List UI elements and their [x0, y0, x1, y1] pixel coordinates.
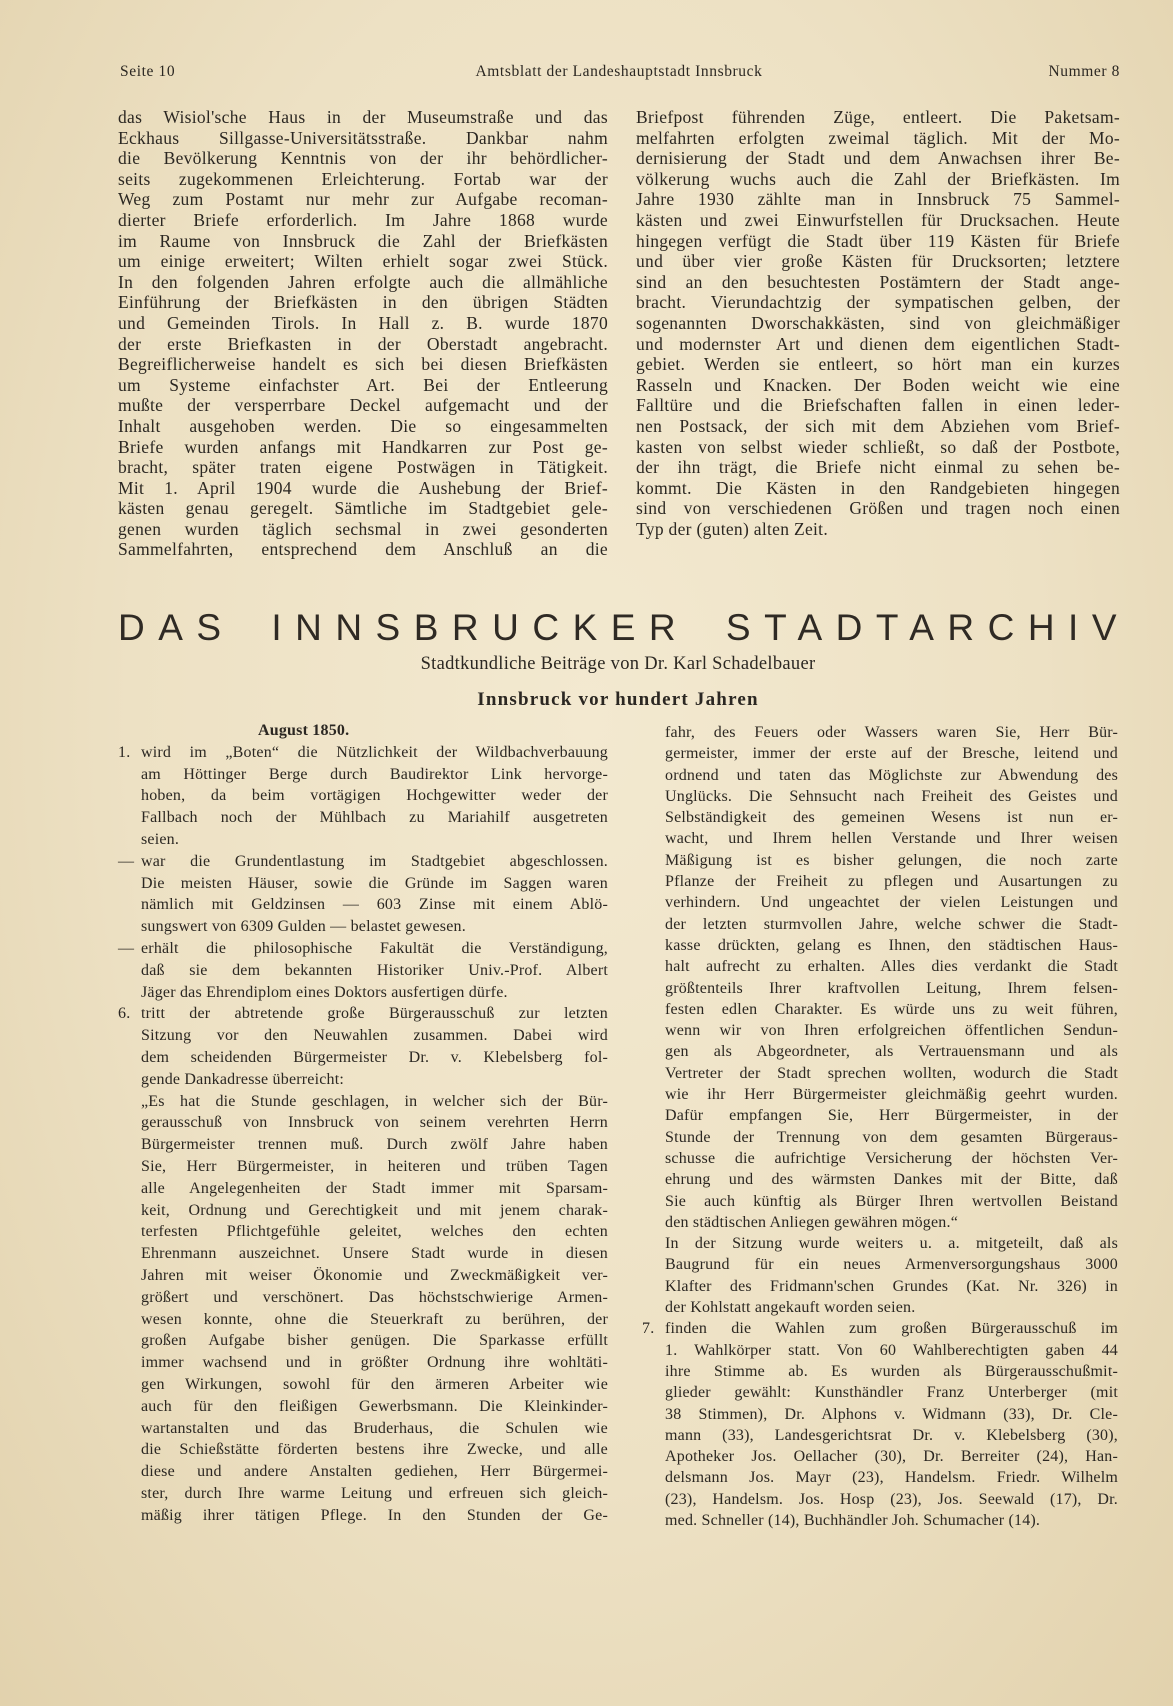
text-line: den städtischen Anliegen gewähren mögen.“	[665, 1213, 958, 1231]
text-line: sind von verschiedenen Größen und tragen noch einen	[636, 498, 1120, 519]
text-line: Jahre 1930 zählte man in Innsbruck 75 Sammel-	[636, 189, 1120, 210]
text-line: wacht, und Ihrem hellen Verstande und Ihrer weisen	[665, 830, 1118, 848]
text-line: Rasseln und Knacken. Der Boden weicht wie eine	[636, 374, 1120, 395]
chronicle-entry	[118, 851, 608, 938]
text-line: kästen und zwei Einwurfstellen für Drucksachen. Heute	[636, 209, 1120, 230]
text-line: erhält die philosophische Fakultät die Verständigung,	[141, 939, 608, 957]
text-line: der ihn trägt, die Briefe nicht einmal zu sehen be-	[636, 457, 1120, 478]
text-line: wird im „Boten“ die Nützlichkeit der Wildbachverbauung	[141, 743, 608, 761]
text-line: größtenteils Ihrer kraftvollen Leitung, Ihrem felsen-	[665, 979, 1118, 997]
text-line: Briefe wurden anfangs mit Handkarren zur Post ge-	[118, 436, 608, 457]
text-line: wenn wir von Ihren erfolgreichen öffentlichen Sendun-	[665, 1022, 1118, 1040]
text-line: die Bevölkerung Kenntnis von der ihr behördlicher-	[118, 148, 608, 169]
text-line: kommt. Die Kästen in den Randgebieten hingegen	[636, 477, 1120, 498]
paragraph	[141, 851, 608, 938]
page-number: Seite 10	[120, 63, 176, 80]
text-line: glieder gewählt: Kunsthändler Franz Unterberger (mit	[665, 1384, 1118, 1402]
paragraph	[141, 1091, 608, 1527]
paragraph	[665, 722, 1118, 1233]
text-line: seits zugekommenen Erleichterung. Fortab war der	[118, 168, 608, 189]
text-line: Baugrund für ein neues Armenversorgungshaus 3000	[665, 1256, 1118, 1274]
text-line: Einführung der Briefkästen in den übrigen Städten	[118, 292, 608, 313]
text-line: „Es hat die Stunde geschlagen, in welcher sich der Bür-	[141, 1092, 608, 1110]
text-line: med. Schneller (14), Buchhändler Joh. Schumacher (14).	[665, 1511, 1041, 1529]
text-line: gen als Abgeordneter, als Vertrauensmann und als	[665, 1043, 1118, 1061]
chronicle-entry	[118, 938, 608, 1003]
text-line: Typ der (guten) alten Zeit.	[636, 518, 829, 539]
text-line: großen Aufgabe bisher genügen. Die Sparkasse erfüllt	[141, 1332, 608, 1350]
text-line: völkerung wuchs auch die Zahl der Briefkästen. Im	[636, 168, 1120, 189]
text-line: bracht. Vierundachtzig der sympatischen gelben, der	[636, 292, 1120, 313]
text-line: dernisierung der Stadt und dem Anwachsen ihrer Be-	[636, 148, 1120, 169]
text-line: 38 Stimmen), Dr. Alphons v. Widmann (33), Dr. Cle-	[665, 1405, 1118, 1423]
text-line: wartanstalten und das Bruderhaus, die Schulen wie	[141, 1419, 608, 1437]
text-line: bracht, später traten eigene Postwägen in Tätigkeit.	[118, 457, 608, 478]
chronicle-entry	[642, 722, 1118, 1318]
section-title: DAS INNSBRUCKER STADTARCHIV	[118, 607, 1130, 648]
text-line: nen Postsack, der sich mit dem Abziehen vom Brief-	[636, 415, 1120, 436]
text-line: genen wurden täglich sechsmal in zwei gesonderten	[118, 518, 608, 539]
running-header	[118, 62, 1120, 82]
issue-number: Nummer 8	[1048, 63, 1120, 80]
text-line: dem scheidenden Bürgermeister Dr. v. Klebelsberg fol-	[141, 1048, 608, 1066]
text-line: Falltüre und die Briefschaften fallen in einen leder-	[636, 395, 1120, 416]
text-line: Selbständigkeit des gemeinen Wesens ist nun er-	[665, 809, 1118, 827]
text-line: ihre Stimme ab. Es wurden als Bürgerausschußmit-	[665, 1362, 1118, 1380]
text-line: auch für den fleißigen Gewerbsmann. Die Kleinkinder-	[141, 1397, 608, 1415]
text-line: immer wachsend und in größter Ordnung ihre wohltäti-	[141, 1354, 608, 1372]
text-line: kasten von selbst wieder schließt, so daß der Postbote,	[636, 436, 1120, 457]
text-line: Sammelfahrten, entsprechend dem Anschluß an die	[118, 539, 608, 560]
text-line: und über vier große Kästen für Drucksorten; letztere	[636, 251, 1120, 272]
paragraph	[665, 1318, 1118, 1531]
text-line: Apotheker Jos. Oellacher (30), Dr. Berreiter (24), Han-	[665, 1448, 1118, 1466]
text-line: (23), Handelsm. Jos. Hosp (23), Jos. Seewald (17), Dr.	[665, 1490, 1118, 1508]
text-line: dierter Briefe erforderlich. Im Jahre 1868 wurde	[118, 209, 608, 230]
text-line: seien.	[141, 830, 180, 848]
paragraph	[118, 107, 608, 560]
text-line: Sitzung vor den Neuwahlen zusammen. Dabei wird	[141, 1027, 608, 1045]
text-line: wesen konnte, ohne die Steuerkraft zu berühren, der	[141, 1310, 608, 1328]
text-line: keit, Ordnung und Gerechtigkeit und mit jenem charak-	[141, 1201, 608, 1219]
text-line: Bürgermeister trennen muß. Durch zwölf Jahre haben	[141, 1136, 608, 1154]
chronicle-entry	[118, 742, 608, 851]
text-line: Pflanze der Freiheit zu pflegen und Ausartungen zu	[665, 873, 1118, 891]
article-column-left	[118, 107, 608, 560]
text-line: Dafür empfangen Sie, Herr Bürgermeister, in der	[665, 1107, 1118, 1125]
text-line: kästen genau geregelt. Sämtliche im Stadtgebiet gele-	[118, 498, 608, 519]
text-line: halt aufrecht zu erhalten. Alles dies verdankt die Stadt	[665, 958, 1118, 976]
text-line: mäßig ihrer tätigen Pflege. In den Stunden der Ge-	[141, 1506, 608, 1524]
text-line: und modernster Art und dienen dem eigentlichen Stadt-	[636, 333, 1120, 354]
paragraph	[141, 1003, 608, 1090]
text-line: gerausschuß von Innsbruck von seinem verehrten Herrn	[141, 1114, 608, 1132]
text-line: und Gemeinden Tirols. In Hall z. B. wurde 1870	[118, 312, 608, 333]
text-line: um Systeme einfachster Art. Bei der Entleerung	[118, 374, 608, 395]
publication-title: Amtsblatt der Landeshauptstadt Innsbruck	[475, 63, 763, 80]
text-line: Mäßigung ist es bisher gelungen, die noch zarte	[665, 851, 1118, 869]
text-line: sungswert von 6309 Gulden — belastet gewesen.	[141, 918, 466, 936]
text-line: Mit 1. April 1904 wurde die Aushebung der Brief-	[118, 477, 608, 498]
chronicle-column-left	[118, 720, 608, 1526]
text-line: der letzten sturmvollen Jahre, welche schwer die Stadt-	[665, 915, 1118, 933]
text-line: melfahrten erfolgten zweimal täglich. Mit der Mo-	[636, 127, 1120, 148]
entry-number: 6.	[118, 1005, 131, 1023]
text-line: Sie, Herr Bürgermeister, in heiteren und trüben Tagen	[141, 1157, 608, 1175]
entry-number: 7.	[642, 1320, 655, 1338]
text-line: tritt der abtretende große Bürgerausschuß zur letzten	[141, 1005, 608, 1023]
text-line: gen Wirkungen, sowohl für den ärmeren Arbeiter wie	[141, 1375, 608, 1393]
text-line: Die meisten Häuser, sowie die Gründe im Saggen waren	[141, 874, 608, 892]
text-line: In den folgenden Jahren erfolgte auch die allmähliche	[118, 271, 608, 292]
article-column-right	[636, 107, 1120, 539]
text-line: am Höttinger Berge durch Baudirektor Link hervorge-	[141, 765, 608, 783]
text-line: war die Grundentlastung im Stadtgebiet abgeschlossen.	[141, 852, 608, 870]
paragraph	[636, 107, 1120, 539]
text-line: daß sie dem bekannten Historiker Univ.-Prof. Albert	[141, 961, 608, 979]
text-line: mann (33), Landesgerichtsrat Dr. v. Klebelsberg (30),	[665, 1426, 1118, 1444]
section-subtitle: Stadtkundliche Beiträge von Dr. Karl Schadelbauer	[420, 654, 816, 674]
text-line: Jäger das Ehrendiplom eines Doktors ausfertigen dürfe.	[141, 983, 508, 1001]
text-line: Ehrenmann auszeichnet. Unsere Stadt wurde in diesen	[141, 1245, 608, 1263]
text-line: der erste Briefkasten in der Oberstadt angebracht.	[118, 333, 608, 354]
text-line: gebiet. Werden sie entleert, so hört man ein kurzes	[636, 354, 1120, 375]
entry-number: 1.	[118, 743, 131, 761]
text-line: sind an den besuchtesten Postämtern der Stadt ange-	[636, 271, 1120, 292]
text-line: wie ihr Herr Bürgermeister gleichmäßig geehrt wurden.	[665, 1086, 1118, 1104]
text-line: Stunde der Trennung von dem gesamten Bürgeraus-	[665, 1128, 1118, 1146]
text-line: hingegen verfügt die Stadt über 119 Kästen für Briefe	[636, 230, 1120, 251]
paragraph	[141, 742, 608, 851]
text-line: delsmann Jos. Mayr (23), Handelsm. Friedr. Wilhelm	[665, 1469, 1118, 1487]
text-line: hoben, da beim vortägigen Hochgewitter weder der	[141, 787, 608, 805]
chronicle-entry	[118, 1003, 608, 1526]
text-line: Jahren mit weiser Ökonomie und Zweckmäßigkeit ver-	[141, 1266, 608, 1284]
paragraph	[665, 1233, 1118, 1318]
text-line: ster, durch Ihre warme Leitung und erfreuen sich gleich-	[141, 1484, 608, 1502]
text-line: um einige erweitert; Wilten erhielt sogar zwei Stück.	[118, 251, 608, 272]
text-line: Klafter des Fridmann'schen Grundes (Kat. Nr. 326) in	[665, 1277, 1118, 1295]
text-line: kasse drückten, gelang es Ihnen, den städtischen Haus-	[665, 936, 1118, 954]
text-line: festen edlen Charakter. Es würde uns zu weit führen,	[665, 1000, 1118, 1018]
text-line: Begreiflicherweise handelt es sich bei diesen Briefkästen	[118, 354, 608, 375]
text-line: fahr, des Feuers oder Wassers waren Sie, Herr Bür-	[665, 724, 1118, 741]
chronicle-column-right	[642, 722, 1118, 1531]
text-line: mußte der versperrbare Deckel aufgemacht und der	[118, 395, 608, 416]
text-line: die Schießstätte förderten bestens ihre Zwecke, und alle	[141, 1441, 608, 1459]
text-line: diese und andere Anstalten gediehen, Herr Bürgermei-	[141, 1463, 608, 1481]
entry-number: —	[118, 852, 135, 870]
text-line: nämlich mit Geldzinsen — 603 Zinse mit einem Ablö-	[141, 896, 608, 914]
text-line: sogenannten Dworschakkästen, sind von gleichmäßiger	[636, 312, 1120, 333]
text-line: der Kohlstatt angekauft worden seien.	[665, 1299, 916, 1317]
text-line: gende Dankadresse überreicht:	[141, 1070, 345, 1088]
text-line: verhindern. Und ungeachtet der vielen Leistungen und	[665, 894, 1118, 912]
text-line: ordnend und taten das Möglichste zur Abwendung des	[665, 766, 1118, 784]
month-heading: August 1850.	[258, 722, 350, 739]
text-line: Briefpost führenden Züge, entleert. Die Paketsam-	[636, 107, 1120, 127]
text-line: Inhalt ausgehoben werden. Die so eingesammelten	[118, 415, 608, 436]
text-line: schusse die aufrichtige Versicherung der höchsten Ver-	[665, 1149, 1118, 1167]
text-line: im Raume von Innsbruck die Zahl der Briefkästen	[118, 230, 608, 251]
text-line: Eckhaus Sillgasse-Universitätsstraße. Dankbar nahm	[118, 127, 608, 148]
text-line: finden die Wahlen zum großen Bürgerausschuß im	[665, 1320, 1118, 1338]
text-line: alle Angelegenheiten der Stadt immer mit Sparsam-	[141, 1179, 608, 1197]
text-line: 1. Wahlkörper statt. Von 60 Wahlberechtigten gaben 44	[665, 1341, 1118, 1359]
column-heading: Innsbruck vor hundert Jahren	[477, 689, 759, 710]
chronicle-entry	[642, 1318, 1118, 1531]
text-line: germeister, immer der erste auf der Bresche, leitend und	[665, 745, 1118, 763]
text-line: größert und verschönert. Das höchstschwierige Armen-	[141, 1288, 608, 1306]
text-line: Sie auch künftig als Bürger Ihren wertvollen Beistand	[665, 1192, 1118, 1210]
text-line: Unglücks. Die Sehnsucht nach Freiheit des Geistes und	[665, 787, 1118, 805]
text-line: Weg zum Postamt nur mehr zur Aufgabe recoman-	[118, 189, 608, 210]
text-line: Vertreter der Stadt sprechen wollten, wodurch die Stadt	[665, 1064, 1118, 1082]
paragraph	[141, 938, 608, 1003]
text-line: das Wisiol'sche Haus in der Museumstraße und das	[118, 107, 608, 127]
text-line: terfesten Pflichtgefühle geleitet, welches den echten	[141, 1223, 608, 1241]
entry-number: —	[118, 939, 135, 957]
text-line: Fallbach noch der Mühlbach zu Mariahilf ausgetreten	[141, 809, 608, 827]
text-line: ehrung und des wärmsten Dankes mit der Bitte, daß	[665, 1171, 1118, 1189]
text-line: In der Sitzung wurde weiters u. a. mitgeteilt, daß als	[665, 1235, 1118, 1253]
